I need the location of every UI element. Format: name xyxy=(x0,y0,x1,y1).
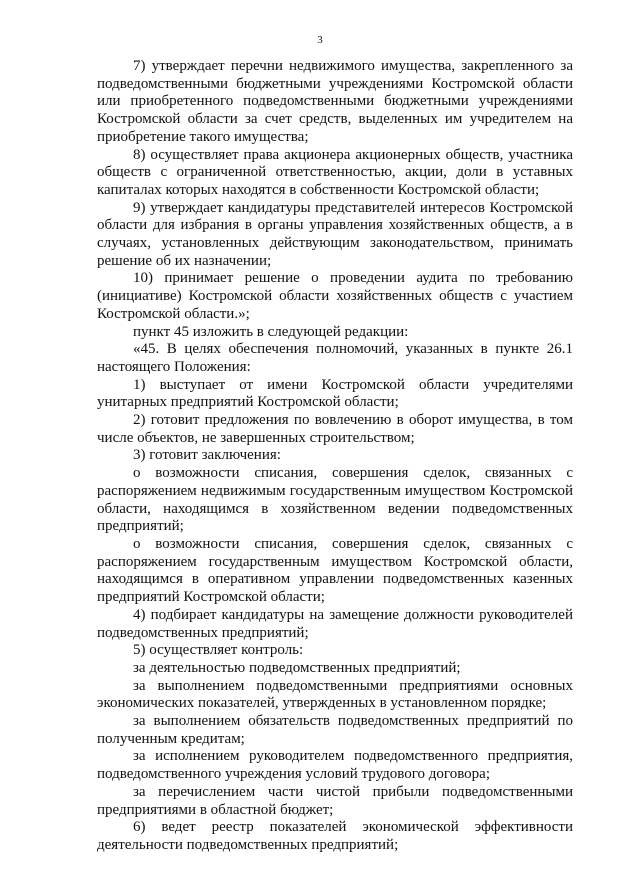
paragraph-clause-45-item-6: 6) ведет реестр показателей экономической эффективности деятельности подведомственных предприятий; xyxy=(97,819,573,853)
page-number: 3 xyxy=(317,34,323,46)
paragraph-clause-45-item-3: 3) готовит заключения: xyxy=(133,447,281,464)
paragraph-control-credits: за выполнением обязательств подведомственных предприятий по полученным кредитам; xyxy=(97,713,573,747)
paragraph-item-8: 8) осуществляет права акционера акционерных обществ, участника обществ с ограниченной ответственностью, акции, доли в уставных капиталах которых находятся в собственности Костромской области; xyxy=(97,146,573,198)
paragraph-control-contract: за исполнением руководителем подведомственного предприятия, подведомственного учреждения условий трудового договора; xyxy=(97,748,573,783)
paragraph-conclusion-operational: о возможности списания, совершения сделок, связанных с распоряжением государственным имуществом Костромской области, находящимся в оперативном управлении подведомственных казенных предприятий Костромской области; xyxy=(97,535,573,606)
paragraph-control-profit: за перечислением части чистой прибыли подведомственными предприятиями в областной бюджет; xyxy=(97,783,573,818)
document-body xyxy=(97,58,573,855)
paragraph-conclusion-economic: о возможности списания, совершения сделок, связанных с распоряжением недвижимым государственным имуществом Костромской области, находящимся в хозяйственном ведении подведомственных предприятий; xyxy=(97,465,573,535)
paragraph-item-10: 10) принимает решение о проведении аудита по требованию (инициативе) Костромской области хозяйственных обществ с участием Костромской области.»; xyxy=(97,270,573,322)
paragraph-control-activity: за деятельностью подведомственных предприятий; xyxy=(133,659,461,676)
paragraph-item-9: 9) утверждает кандидатуры представителей интересов Костромской области для избрания в органы управления хозяйственных обществ, а в случаях, установленных действующим законодательством, принимать решение об их назначении; xyxy=(97,199,573,269)
paragraph-clause-45-item-4: 4) подбирает кандидатуры на замещение должности руководителей подведомственных предприятий; xyxy=(97,606,573,641)
paragraph-clause-45-item-2: 2) готовит предложения по вовлечению в оборот имущества, в том числе объектов, не завершенных строительством; xyxy=(97,412,573,446)
paragraph-amendment-intro: пункт 45 изложить в следующей редакции: xyxy=(133,323,409,340)
paragraph-control-indicators: за выполнением подведомственными предприятиями основных экономических показателей, утвержденных в установленном порядке; xyxy=(97,677,573,712)
paragraph-clause-45: «45. В целях обеспечения полномочий, указанных в пункте 26.1 настоящего Положения: xyxy=(97,341,573,375)
paragraph-item-7: 7) утверждает перечни недвижимого имущества, закрепленного за подведомственными бюджетными учреждениями Костромской области или приобретенного подведомственными бюджетными учреждениями Костромской области за счет средств, выделенных им учредителем на приобретение такого имущества; xyxy=(97,58,573,145)
paragraph-clause-45-item-1: 1) выступает от имени Костромской области учредителями унитарных предприятий Костромской области; xyxy=(97,376,573,411)
paragraph-clause-45-item-5: 5) осуществляет контроль: xyxy=(133,642,304,659)
